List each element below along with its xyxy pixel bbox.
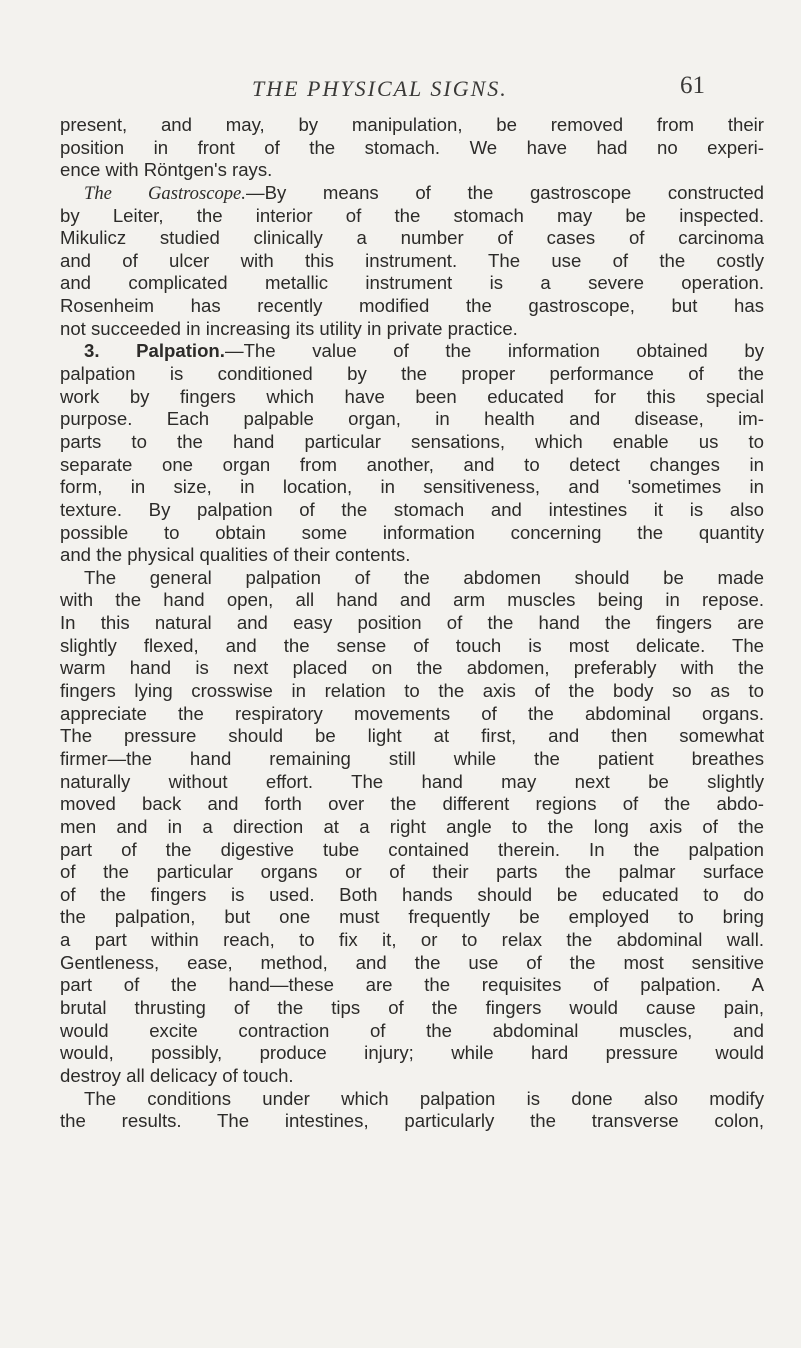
gastroscope-heading: The Gastroscope.	[84, 182, 246, 204]
text-line: a part within reach, to fix it, or to relax the abdominal wall.	[60, 929, 764, 951]
palpation-heading: 3. Palpation.	[84, 340, 225, 362]
page-number: 61	[680, 72, 705, 99]
text-line: and the physical qualities of their contents.	[60, 544, 411, 566]
text-line: naturally without effort. The hand may next be slightly	[60, 770, 764, 792]
text-line: separate one organ from another, and to detect changes in	[60, 453, 764, 475]
text-line: The pressure should be light at first, and then somewhat	[60, 725, 764, 747]
text-line: Rosenheim has recently modified the gastroscope, but has	[60, 295, 764, 317]
palpation-heading-rest: —The value of the information obtained by	[224, 340, 764, 362]
gastroscope-paragraph-start	[60, 182, 764, 205]
palpation-paragraph-start	[60, 340, 764, 363]
text-line: the results. The intestines, particularly the transverse colon,	[60, 1110, 764, 1132]
text-line: In this natural and easy position of the hand the fingers are	[60, 612, 764, 634]
text-line: warm hand is next placed on the abdomen, preferably with the	[60, 657, 764, 679]
text-line: firmer—the hand remaining still while the patient breathes	[60, 747, 764, 769]
text-line: purpose. Each palpable organ, in health and disease, im-	[60, 408, 764, 430]
text-line: and complicated metallic instrument is a severe operation.	[60, 272, 764, 294]
text-line: appreciate the respiratory movements of the abdominal organs.	[60, 702, 764, 724]
text-line: of the particular organs or of their parts the palmar surface	[60, 861, 764, 883]
text-line: position in front of the stomach. We have had no experi-	[60, 136, 764, 158]
text-line: with the hand open, all hand and arm muscles being in repose.	[60, 589, 764, 611]
text-line: present, and may, by manipulation, be removed from their	[60, 114, 764, 135]
page-header	[0, 72, 801, 112]
text-line: of the fingers is used. Both hands should be educated to do	[60, 883, 764, 905]
text-line: parts to the hand particular sensations, which enable us to	[60, 430, 764, 452]
text-line: brutal thrusting of the tips of the fingers would cause pain,	[60, 996, 764, 1018]
text-line: palpation is conditioned by the proper performance of the	[60, 363, 764, 385]
text-line: moved back and forth over the different regions of the abdo-	[60, 793, 764, 815]
text-line: slightly flexed, and the sense of touch is most delicate. The	[60, 634, 764, 656]
text-line: work by fingers which have been educated for this special	[60, 385, 764, 407]
text-line: Gentleness, ease, method, and the use of the most sensitive	[60, 951, 764, 973]
gastroscope-heading-rest: —By means of the gastroscope constructed	[245, 181, 764, 203]
text-line: destroy all delicacy of touch.	[60, 1064, 294, 1086]
text-line: and of ulcer with this instrument. The use of the costly	[60, 249, 764, 271]
text-line: part of the digestive tube contained therein. In the palpation	[60, 838, 764, 860]
text-line: possible to obtain some information concerning the quantity	[60, 521, 764, 543]
text-line: not succeeded in increasing its utility in private practice.	[60, 317, 518, 339]
running-title: THE PHYSICAL SIGNS.	[252, 76, 508, 101]
text-line: The general palpation of the abdomen should be made	[84, 566, 764, 588]
text-line: The conditions under which palpation is done also modify	[84, 1087, 764, 1109]
text-line: the palpation, but one must frequently be employed to bring	[60, 906, 764, 928]
text-line: Mikulicz studied clinically a number of cases of carcinoma	[60, 227, 764, 249]
text-line: texture. By palpation of the stomach and intestines it is also	[60, 498, 764, 520]
text-line: men and in a direction at a right angle to the long axis of the	[60, 815, 764, 837]
text-line: would, possibly, produce injury; while hard pressure would	[60, 1042, 764, 1064]
text-line: by Leiter, the interior of the stomach may be inspected.	[60, 204, 764, 226]
text-line: fingers lying crosswise in relation to the axis of the body so as to	[60, 680, 764, 702]
text-line: would excite contraction of the abdominal muscles, and	[60, 1019, 764, 1041]
body-text	[60, 114, 764, 1133]
text-line: form, in size, in location, in sensitiveness, and 'sometimes in	[60, 476, 764, 498]
text-line: ence with Röntgen's rays.	[60, 159, 273, 181]
text-line: part of the hand—these are the requisites of palpation. A	[60, 974, 764, 996]
